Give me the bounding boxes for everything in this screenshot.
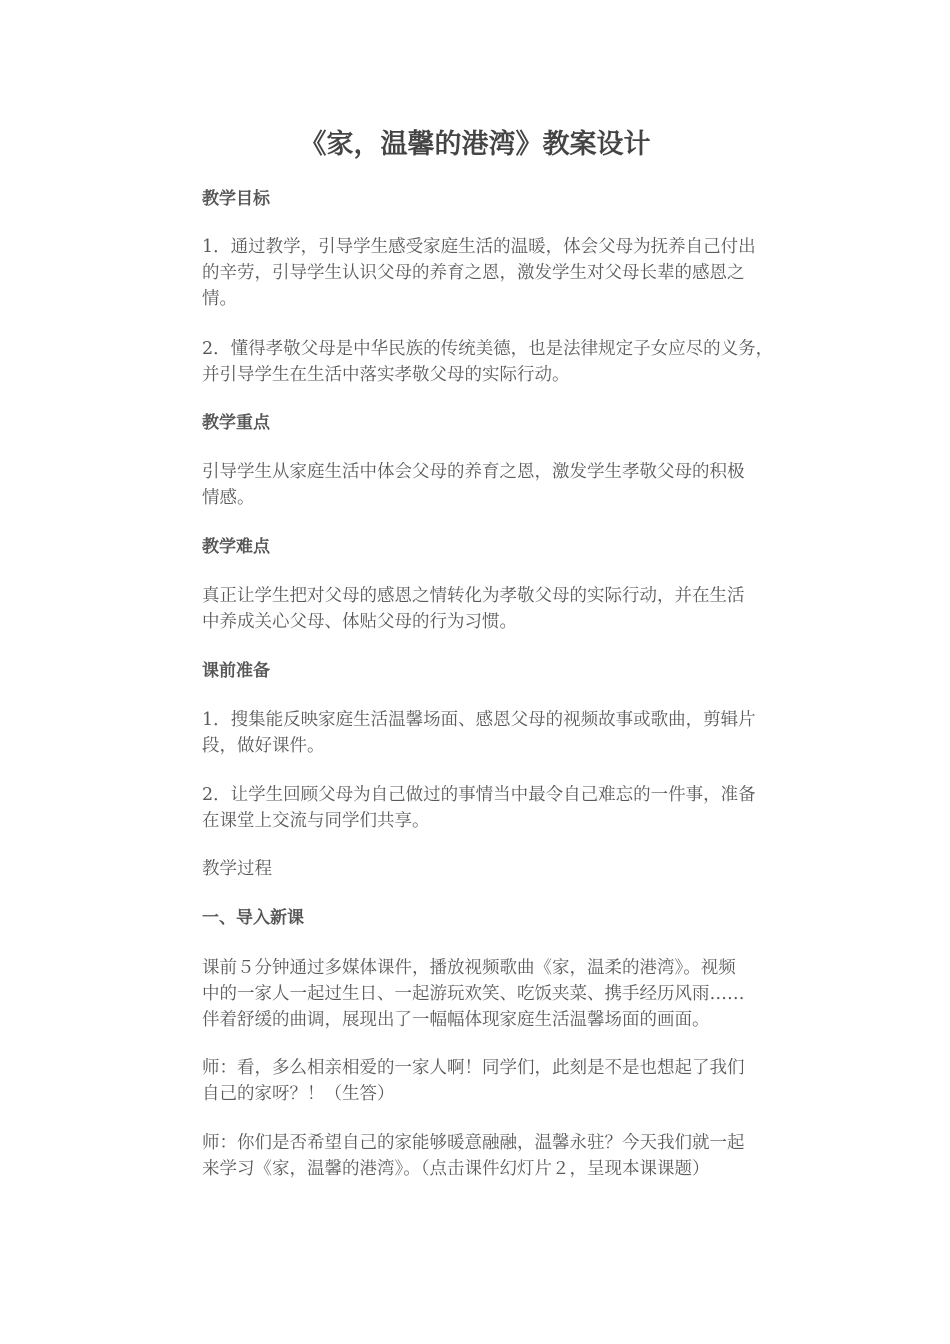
text-line: 在课堂上交流与同学们共享。 bbox=[202, 811, 430, 831]
text-line: 伴着舒缓的曲调，展现出了一幅幅体现家庭生活温馨场面的画面。 bbox=[202, 1010, 710, 1030]
intro-paragraph-3 bbox=[202, 1130, 802, 1182]
text-line: 师：看，多么相亲相爱的一家人啊！同学们，此刻是不是也想起了我们 bbox=[202, 1058, 745, 1078]
objectives-heading: 教学目标 bbox=[202, 189, 270, 209]
objectives-item-2 bbox=[202, 336, 802, 388]
text-line: 1．通过教学，引导学生感受家庭生活的温暖，体会父母为抚养自己付出 bbox=[202, 237, 756, 257]
intro-paragraph-2 bbox=[202, 1055, 802, 1107]
document-title: 《家，温馨的港湾》教案设计 bbox=[299, 129, 651, 160]
text-line: 并引导学生在生活中落实孝敬父母的实际行动。 bbox=[202, 365, 570, 385]
intro-paragraph-1 bbox=[202, 955, 802, 1033]
text-line: 2．懂得孝敬父母是中华民族的传统美德，也是法律规定子女应尽的义务， bbox=[202, 339, 774, 359]
text-line: 课前５分钟通过多媒体课件，播放视频歌曲《家，温柔的港湾》。视频 bbox=[202, 958, 736, 978]
objectives-item-1 bbox=[202, 234, 802, 312]
process-label: 教学过程 bbox=[202, 859, 272, 879]
text-line: 2．让学生回顾父母为自己做过的事情当中最令自己难忘的一件事，准备 bbox=[202, 785, 756, 805]
text-line: 中养成关心父母、体贴父母的行为习惯。 bbox=[202, 612, 517, 632]
preparation-item-2 bbox=[202, 782, 802, 834]
text-line: 段，做好课件。 bbox=[202, 736, 325, 756]
text-line: 真正让学生把对父母的感恩之情转化为孝敬父母的实际行动，并在生活 bbox=[202, 586, 745, 606]
key-points-text bbox=[202, 459, 802, 511]
text-line: 来学习《家，温馨的港湾》。（点击课件幻灯片２，呈现本课课题） bbox=[202, 1159, 710, 1179]
text-line: 情。 bbox=[202, 289, 237, 309]
difficulties-text bbox=[202, 583, 802, 635]
text-line: 情感。 bbox=[202, 488, 255, 508]
text-line: 中的一家人一起过生日、一起游玩欢笑、吃饭夹菜、携手经历风雨…… bbox=[202, 984, 745, 1004]
text-line: 师：你们是否希望自己的家能够暖意融融，温馨永驻？今天我们就一起 bbox=[202, 1133, 745, 1153]
text-line: 1．搜集能反映家庭生活温馨场面、感恩父母的视频故事或歌曲，剪辑片 bbox=[202, 710, 756, 730]
difficulties-heading: 教学难点 bbox=[202, 537, 270, 557]
text-line: 引导学生从家庭生活中体会父母的养育之恩，激发学生孝敬父母的积极 bbox=[202, 462, 745, 482]
text-line: 的辛劳，引导学生认识父母的养育之恩，激发学生对父母长辈的感恩之 bbox=[202, 263, 745, 283]
text-line: 自己的家呀？！（生答） bbox=[202, 1084, 395, 1104]
preparation-heading: 课前准备 bbox=[202, 661, 270, 681]
intro-heading: 一、导入新课 bbox=[202, 908, 304, 928]
key-points-heading: 教学重点 bbox=[202, 413, 270, 433]
preparation-item-1 bbox=[202, 707, 802, 759]
